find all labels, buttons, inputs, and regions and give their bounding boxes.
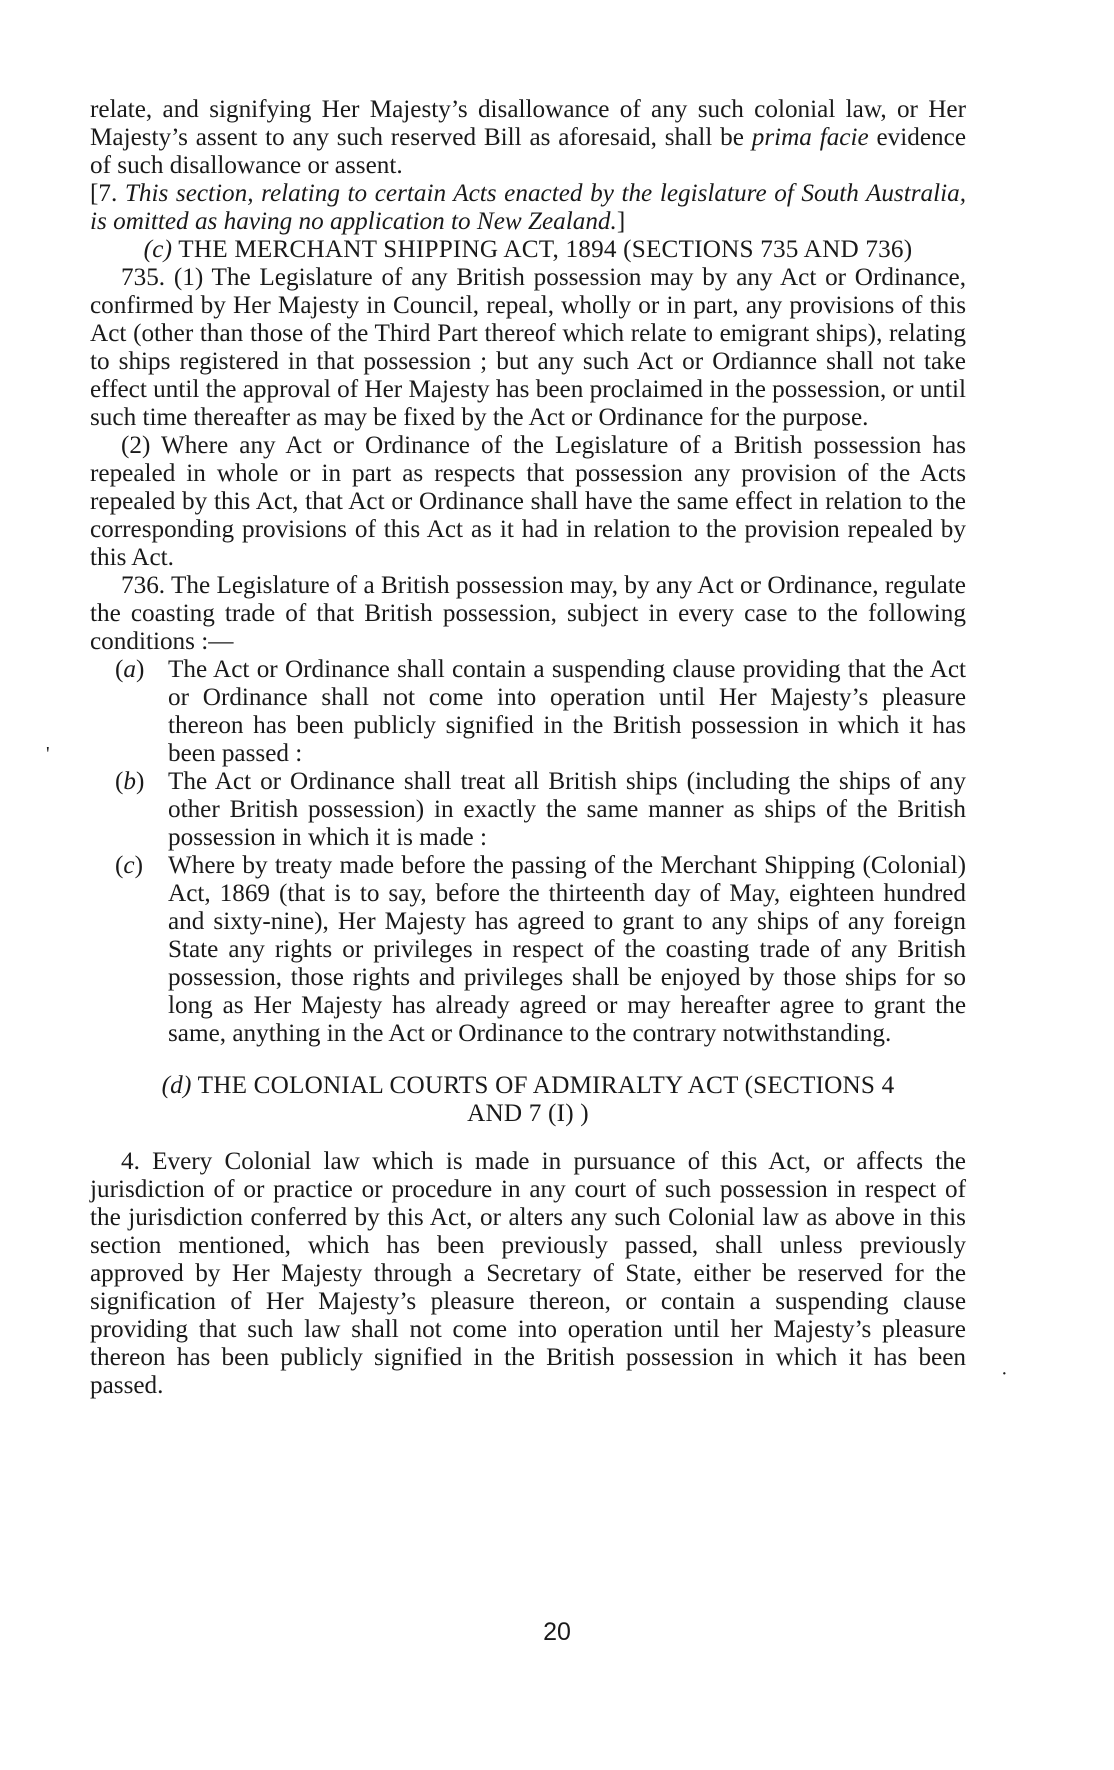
section-heading-d-line2: AND 7 (I) ) [467,1100,589,1127]
condition-item-c [90,852,966,1048]
margin-mark-left: ' [46,743,50,765]
condition-item-a [90,656,966,768]
condition-text: Where by treaty made before the passing of the Merchant Shipping (Colonial) Act, 1869 (that is to say, before the thirteenth day of May, eighteen hundred and sixty-nine), Her Majesty has agreed to grant to any ships of any foreign State any rights or privileges in respect of the coasting trade of any British possession, those rights and privileges shall be enjoyed by those ships for so long as Her Majesty has already agreed or may hereafter agree to grant the same, anything in the Act or Ordinance to the contrary notwithstanding. [168,852,966,1047]
section-4: 4. Every Colonial law which is made in pursuance of this Act, or affects the jurisdiction of or practice or procedure in any court of such possession in respect of the jurisdiction conferred by this Act, or alters any such Colonial law as above in this section mentioned, which has been previously passed, shall unless previously approved by Her Majesty through a Secretary of State, either be reserved for the signification of Her Majesty’s pleasure thereon, or contain a suspending clause providing that such law shall not come into operation until her Majesty’s pleasure thereon has been publicly signified in the British possession in which it has been passed. [90,1148,966,1399]
section-heading-d [90,1072,966,1128]
opening-paragraph: relate, and signifying Her Majesty’s disallowance of any such colonial law, or Her Majesty’s assent to any such reserved Bill as aforesaid, shall be prima facie evidence of such disallowance or assent. [90,96,966,179]
condition-text: The Act or Ordinance shall contain a suspending clause providing that the Act or Ordinance shall not come into operation until Her Majesty’s pleasure thereon has been publicly signified in the British possession in which it has been passed : [168,656,966,767]
section-736: 736. The Legislature of a British possession may, by any Act or Ordinance, regulate the coasting trade of that British possession, subject in every case to the following conditions :— [90,572,966,655]
text-column [90,96,966,1400]
condition-item-b [90,768,966,852]
condition-label: (a) [115,656,145,683]
editorial-note: [7. This section, relating to certain Acts enacted by the legislature of South Australia, is omitted as having no application to New Zealand.] [90,180,967,235]
margin-mark-right: · [1001,1363,1008,1385]
page-number: 20 [543,1618,571,1646]
condition-label: (b) [115,768,145,795]
section-heading-d-line1: (d) THE COLONIAL COURTS OF ADMIRALTY ACT (SECTIONS 4 [161,1072,895,1099]
condition-text: The Act or Ordinance shall treat all British ships (including the ships of any other British possession) in exactly the same manner as ships of the British possession in which it is made : [168,768,966,851]
condition-label: (c) [115,852,143,879]
section-735-subsection-2: (2) Where any Act or Ordinance of the Legislature of a British possession has repealed in whole or in part as respects that possession any provision of the Acts repealed by this Act, that Act or Ordinance shall have the same effect in relation to the corresponding provisions of this Act as it had in relation to the provision repealed by this Act. [90,432,966,571]
section-heading-c: (c) THE MERCHANT SHIPPING ACT, 1894 (SECTIONS 735 AND 736) [143,236,913,263]
section-735-subsection-1: 735. (1) The Legislature of any British possession may by any Act or Ordinance, confirmed by Her Majesty in Council, repeal, wholly or in part, any provisions of this Act (other than those of the Third Part thereof which relate to emigrant ships), relating to ships registered in that possession ; but any such Act or Ordiannce shall not take effect until the approval of Her Majesty has been proclaimed in the possession, or until such time thereafter as may be fixed by the Act or Ordinance for the purpose. [90,264,966,431]
